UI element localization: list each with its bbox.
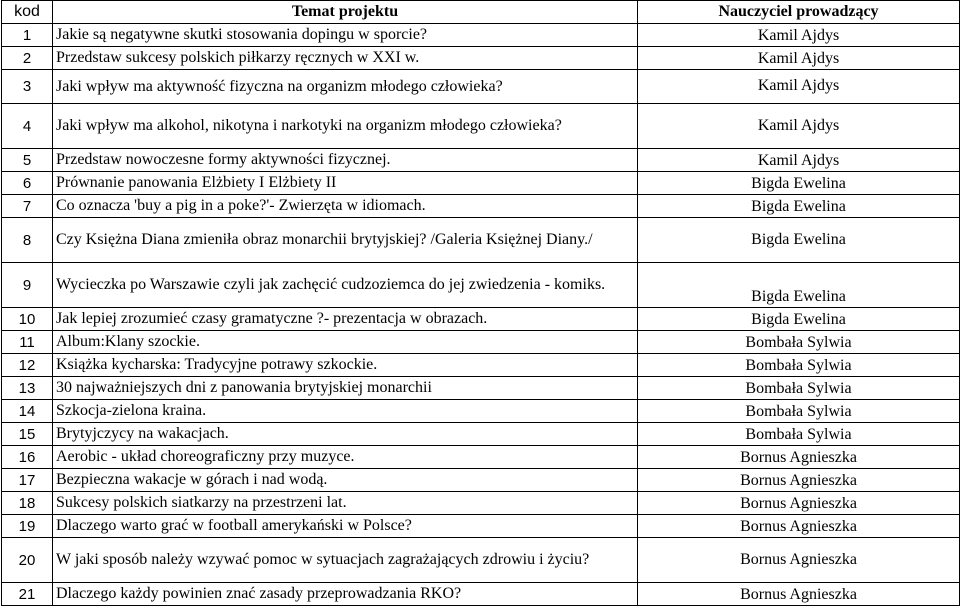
row-temat: Jaki wpływ ma aktywność fizyczna na organizm młodego człowieka? [53,70,638,104]
row-temat: Przedstaw nowoczesne formy aktywności fizycznej. [53,149,638,172]
row-nauczyciel: Bombała Sylwia [638,423,960,446]
row-temat: Jak lepiej zrozumieć czasy gramatyczne ?- prezentacja w obrazach. [53,308,638,331]
row-temat: Szkocja-zielona kraina. [53,400,638,423]
row-kod: 6 [2,172,53,195]
table-row [2,172,960,195]
row-nauczyciel: Bigda Ewelina [638,195,960,218]
row-nauczyciel: Bigda Ewelina [638,308,960,331]
table-row [2,377,960,400]
table-row [2,70,960,104]
row-nauczyciel: Bombała Sylwia [638,354,960,377]
row-nauczyciel: Kamil Ajdys [638,47,960,70]
row-kod: 20 [2,538,53,583]
row-temat: Wycieczka po Warszawie czyli jak zachęcić cudzoziemca do jej zwiedzenia - komiks. [53,263,638,308]
table-row [2,538,960,583]
row-temat: Książka kycharska: Tradycyjne potrawy szkockie. [53,354,638,377]
row-kod: 15 [2,423,53,446]
table-row [2,492,960,515]
table-row [2,104,960,149]
row-kod: 4 [2,104,53,149]
row-temat: Dlaczego warto grać w football amerykański w Polsce? [53,515,638,538]
row-kod: 1 [2,24,53,47]
row-nauczyciel: Bigda Ewelina [638,218,960,263]
row-nauczyciel: Bornus Agnieszka [638,538,960,583]
row-temat: Jaki wpływ ma alkohol, nikotyna i narkotyki na organizm młodego człowieka? [53,104,638,149]
row-kod: 5 [2,149,53,172]
table-row [2,400,960,423]
table-row [2,469,960,492]
row-temat: Bezpieczna wakacje w górach i nad wodą. [53,469,638,492]
table-row [2,24,960,47]
table-row [2,218,960,263]
row-temat: Sukcesy polskich siatkarzy na przestrzeni lat. [53,492,638,515]
row-temat: Aerobic - układ choreograficzny przy muzyce. [53,446,638,469]
row-temat: 30 najważniejszych dni z panowania brytyjskiej monarchii [53,377,638,400]
table-row [2,263,960,308]
table-row [2,354,960,377]
row-nauczyciel: Bombała Sylwia [638,331,960,354]
table-row [2,583,960,606]
row-kod: 21 [2,583,53,606]
row-nauczyciel: Bornus Agnieszka [638,515,960,538]
row-kod: 3 [2,70,53,104]
projects-table [1,0,960,606]
row-kod: 19 [2,515,53,538]
header-row [2,1,960,24]
row-nauczyciel: Bornus Agnieszka [638,446,960,469]
header-kod: kod [2,1,53,24]
row-kod: 11 [2,331,53,354]
row-temat: Dlaczego każdy powinien znać zasady przeprowadzania RKO? [53,583,638,606]
row-nauczyciel: Kamil Ajdys [638,149,960,172]
row-temat: Brytyjczycy na wakacjach. [53,423,638,446]
table-row [2,446,960,469]
row-kod: 12 [2,354,53,377]
row-kod: 13 [2,377,53,400]
row-kod: 10 [2,308,53,331]
row-nauczyciel: Bigda Ewelina [638,263,960,308]
row-kod: 14 [2,400,53,423]
header-temat: Temat projektu [53,1,638,24]
row-nauczyciel: Bornus Agnieszka [638,492,960,515]
row-nauczyciel: Bigda Ewelina [638,172,960,195]
row-nauczyciel: Kamil Ajdys [638,104,960,149]
row-temat: Przedstaw sukcesy polskich piłkarzy ręcznych w XXI w. [53,47,638,70]
row-temat: W jaki sposób należy wzywać pomoc w sytuacjach zagrażających zdrowiu i życiu? [53,538,638,583]
row-kod: 18 [2,492,53,515]
table-row [2,47,960,70]
row-nauczyciel: Kamil Ajdys [638,70,960,104]
table-row [2,195,960,218]
row-kod: 9 [2,263,53,308]
row-temat: Prównanie panowania Elżbiety I Elżbiety II [53,172,638,195]
row-nauczyciel: Bornus Agnieszka [638,583,960,606]
row-nauczyciel: Bornus Agnieszka [638,469,960,492]
table-row [2,308,960,331]
row-temat: Jakie są negatywne skutki stosowania dopingu w sporcie? [53,24,638,47]
table-row [2,423,960,446]
table-row [2,331,960,354]
row-nauczyciel: Kamil Ajdys [638,24,960,47]
row-temat: Co oznacza 'buy a pig in a poke?'- Zwierzęta w idiomach. [53,195,638,218]
row-kod: 8 [2,218,53,263]
row-nauczyciel: Bombała Sylwia [638,377,960,400]
table-row [2,149,960,172]
table-row [2,515,960,538]
row-kod: 2 [2,47,53,70]
header-nauczyciel: Nauczyciel prowadzący [638,1,960,24]
row-temat: Album:Klany szockie. [53,331,638,354]
row-kod: 17 [2,469,53,492]
row-kod: 7 [2,195,53,218]
row-kod: 16 [2,446,53,469]
row-nauczyciel: Bombała Sylwia [638,400,960,423]
row-temat: Czy Księżna Diana zmieniła obraz monarchii brytyjskiej? /Galeria Księżnej Diany./ [53,218,638,263]
